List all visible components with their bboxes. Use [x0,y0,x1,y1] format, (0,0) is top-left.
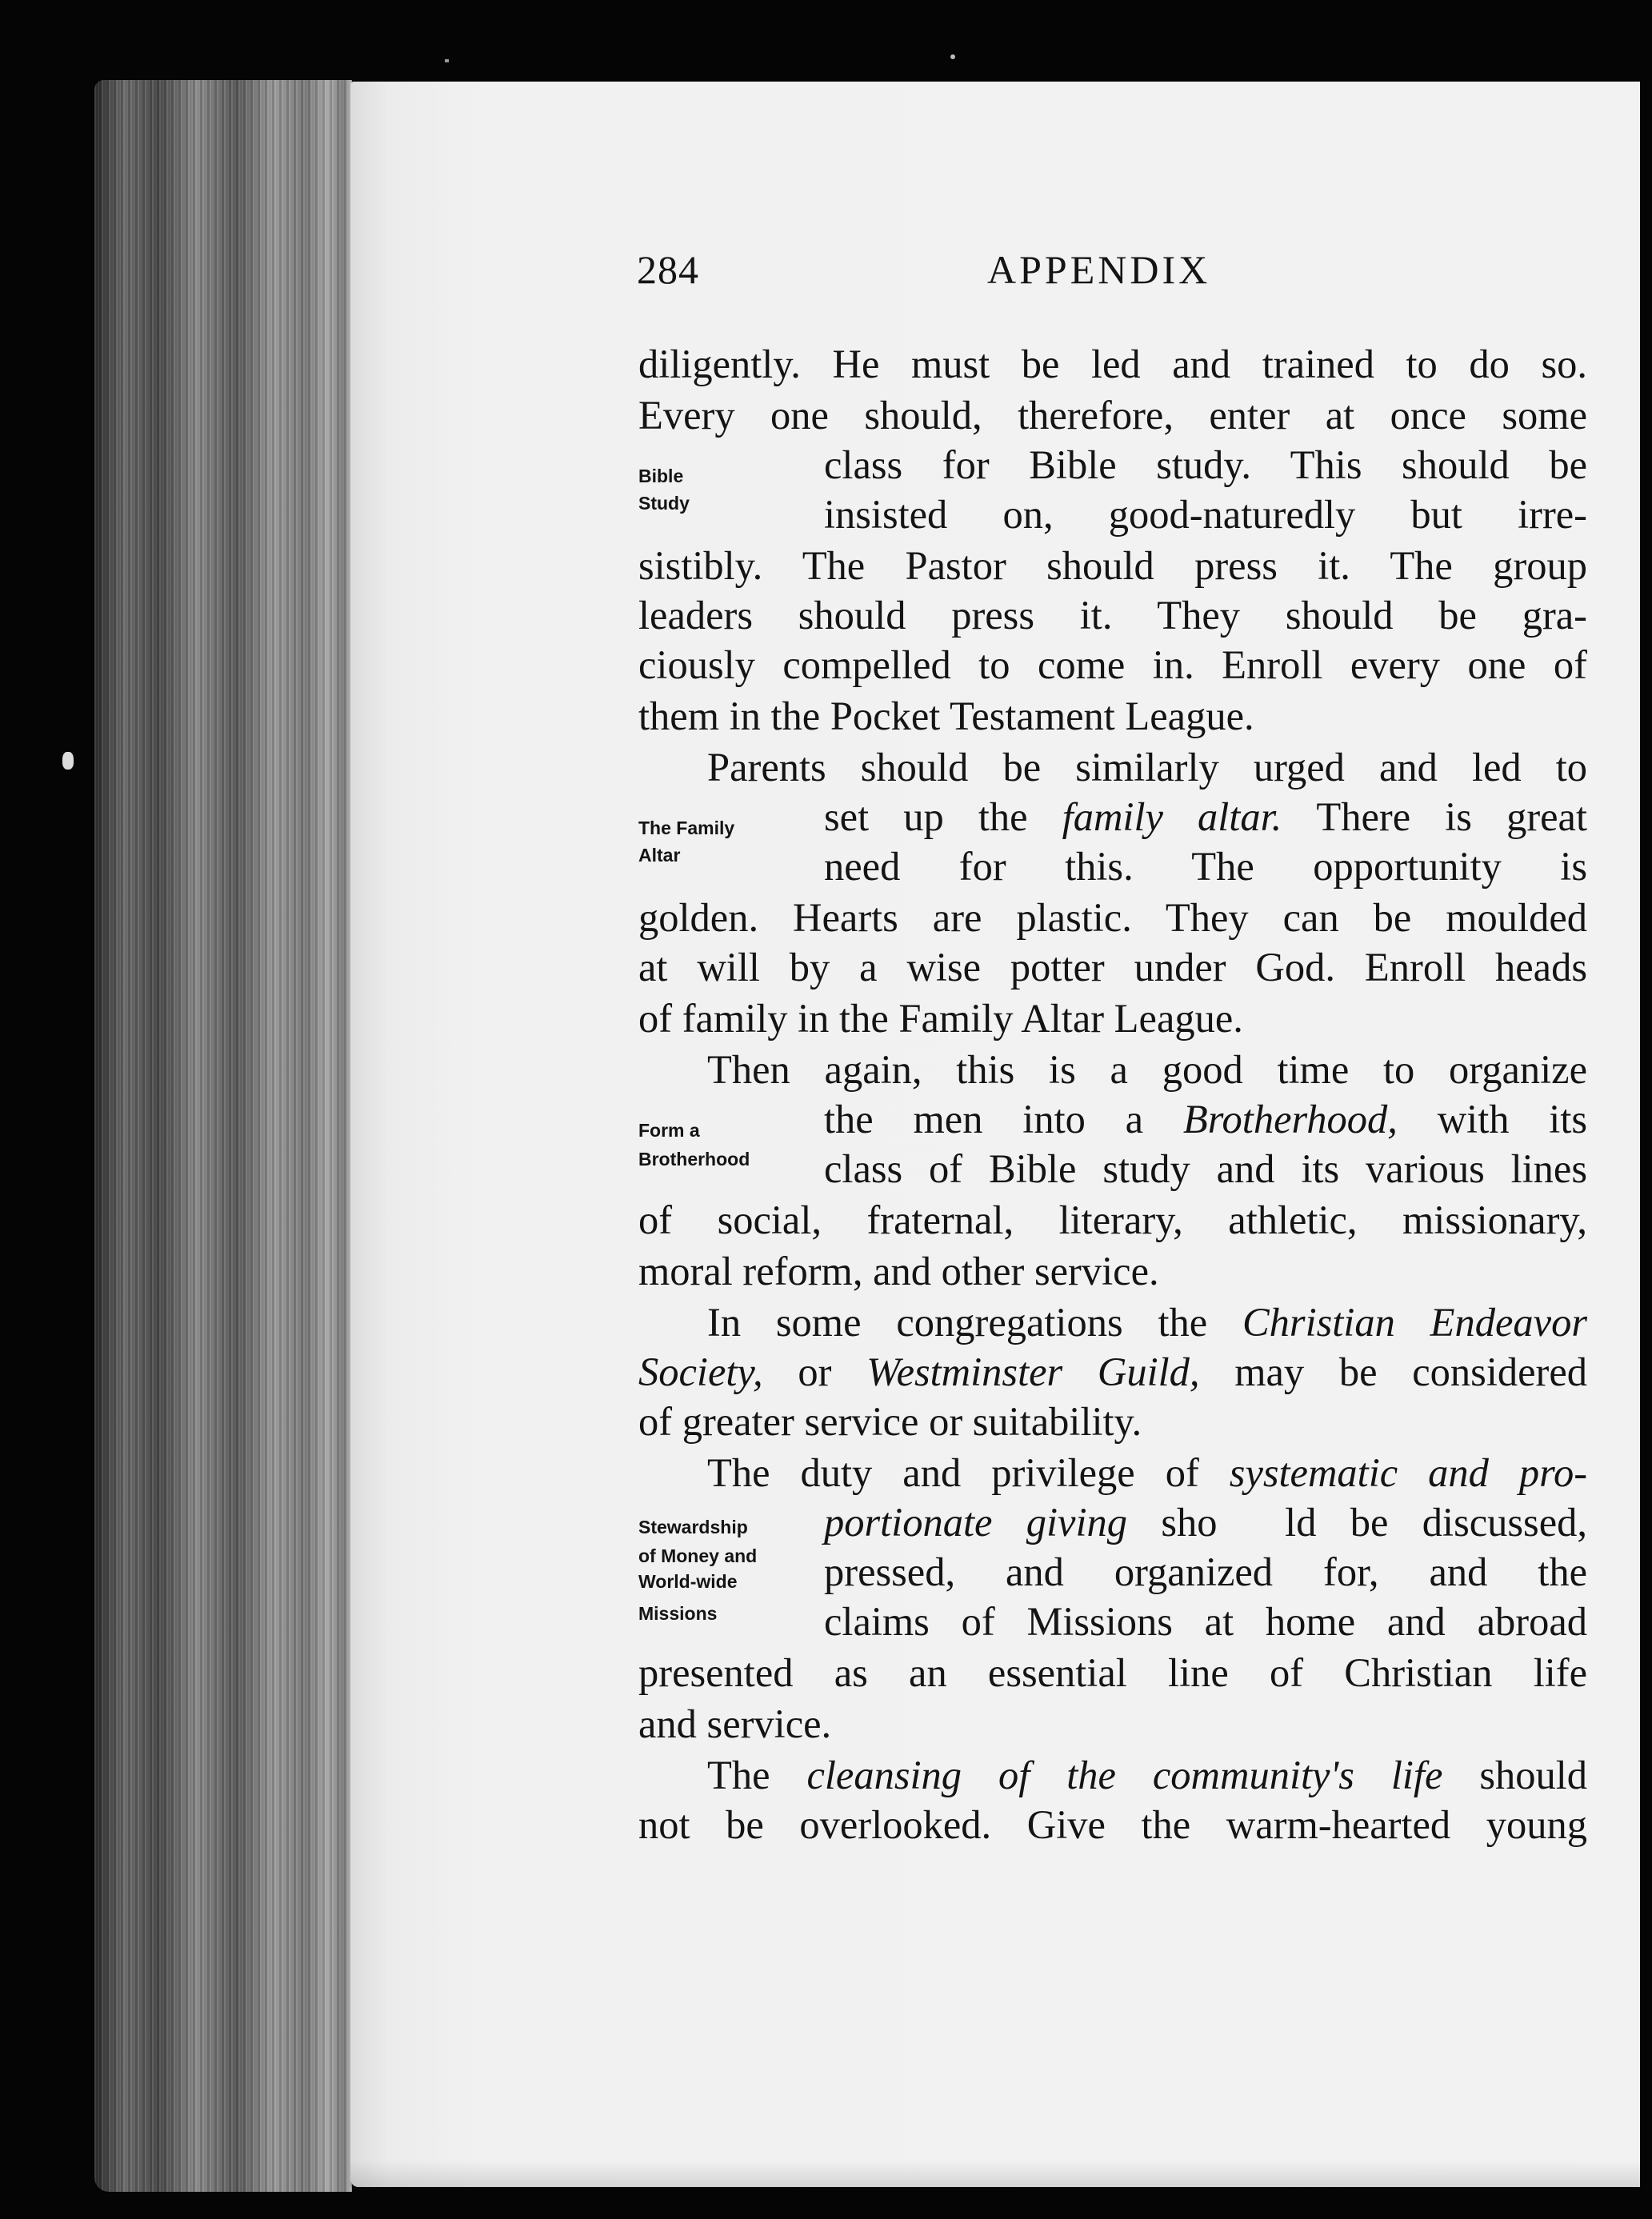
body-line: moral reform, and other service. [638,1249,1159,1293]
body-line: Every one should, therefore, enter at once some [638,393,1587,438]
margin-note-family-altar-line: The Family [638,818,735,838]
text-segment: should [1479,1753,1588,1797]
body-line [707,1450,1588,1495]
running-head: APPENDIX [987,247,1211,292]
text-segment: set up the [824,794,1028,839]
body-line: and service. [638,1701,832,1746]
body-line: class for Bible study. This should be [824,442,1587,487]
body-line [824,1502,1587,1543]
body-line: Then again, this is a good time to organize [707,1047,1587,1092]
dust-speck [950,54,955,59]
body-line: insisted on, good-naturedly but irre- [824,492,1587,537]
body-line: ciously compelled to come in. Enroll every one of [638,642,1587,687]
book-fore-edge [94,80,352,2192]
text-segment: There is great [1316,794,1587,839]
italic-phrase: Christian Endeavor [1242,1300,1587,1345]
body-line: at will by a wise potter under God. Enroll heads [638,945,1587,990]
margin-note-bible-study-line: Study [638,493,690,514]
body-line: them in the Pocket Testament League. [638,694,1254,738]
body-line [824,1099,1587,1140]
body-line: diligently. He must be led and trained to do so. [638,342,1587,386]
margin-note-stewardship-line: World-wide [638,1571,738,1592]
italic-phrase: Westminster Guild, [866,1349,1200,1394]
body-line [707,1755,1587,1796]
body-line [707,1302,1587,1343]
text-segment: may be considered [1234,1349,1587,1394]
dust-speck [62,752,74,770]
italic-phrase: portionate giving [824,1500,1127,1545]
text-segment: The [707,1753,770,1797]
text-segment: In some congregations the [707,1300,1208,1345]
body-line: golden. Hearts are plastic. They can be moulded [638,895,1587,940]
page-number: 284 [637,247,699,292]
italic-phrase: systematic and pro- [1229,1450,1588,1495]
italic-phrase: Brotherhood, [1182,1097,1398,1141]
text-segment: the men into a [824,1097,1144,1141]
body-line: of family in the Family Altar League. [638,996,1243,1041]
text-segment: with its [1437,1097,1588,1141]
margin-note-stewardship-line: Stewardship [638,1517,748,1537]
body-line: pressed, and organized for, and the [824,1549,1587,1594]
body-line: presented as an essential line of Christian life [638,1650,1587,1695]
dust-speck [445,59,449,62]
italic-phrase: cleansing of the community's life [806,1753,1443,1797]
body-line: of social, fraternal, literary, athletic, missionary, [638,1197,1587,1242]
body-line: leaders should press it. They should be gra- [638,593,1587,638]
page-shadow [350,2160,1640,2187]
body-line: class of Bible study and its various lines [824,1146,1587,1191]
margin-note-bible-study-line: Bible [638,466,684,486]
text-segment: The duty and privilege of [707,1450,1199,1495]
body-line: of greater service or suitability. [638,1399,1142,1444]
body-line [824,794,1587,839]
body-line [638,1349,1587,1394]
margin-note-family-altar-line: Altar [638,845,681,866]
margin-note-stewardship-line: Missions [638,1603,718,1624]
body-line: claims of Missions at home and abroad [824,1599,1587,1644]
text-segment: ld be discussed, [1285,1500,1587,1545]
text-segment: or [798,1349,832,1394]
body-line: need for this. The opportunity is [824,844,1587,889]
margin-note-brotherhood-line: Brotherhood [638,1149,750,1169]
text-segment: sho [1161,1500,1218,1545]
margin-note-stewardship-line: of Money and [638,1545,758,1566]
italic-phrase: Society, [638,1349,763,1394]
italic-phrase: family altar. [1062,794,1282,839]
body-line: Parents should be similarly urged and led to [707,745,1587,790]
body-line: not be overlooked. Give the warm-hearted young [638,1802,1587,1847]
margin-note-brotherhood-line: Form a [638,1120,700,1141]
body-line: sistibly. The Pastor should press it. The group [638,543,1587,588]
